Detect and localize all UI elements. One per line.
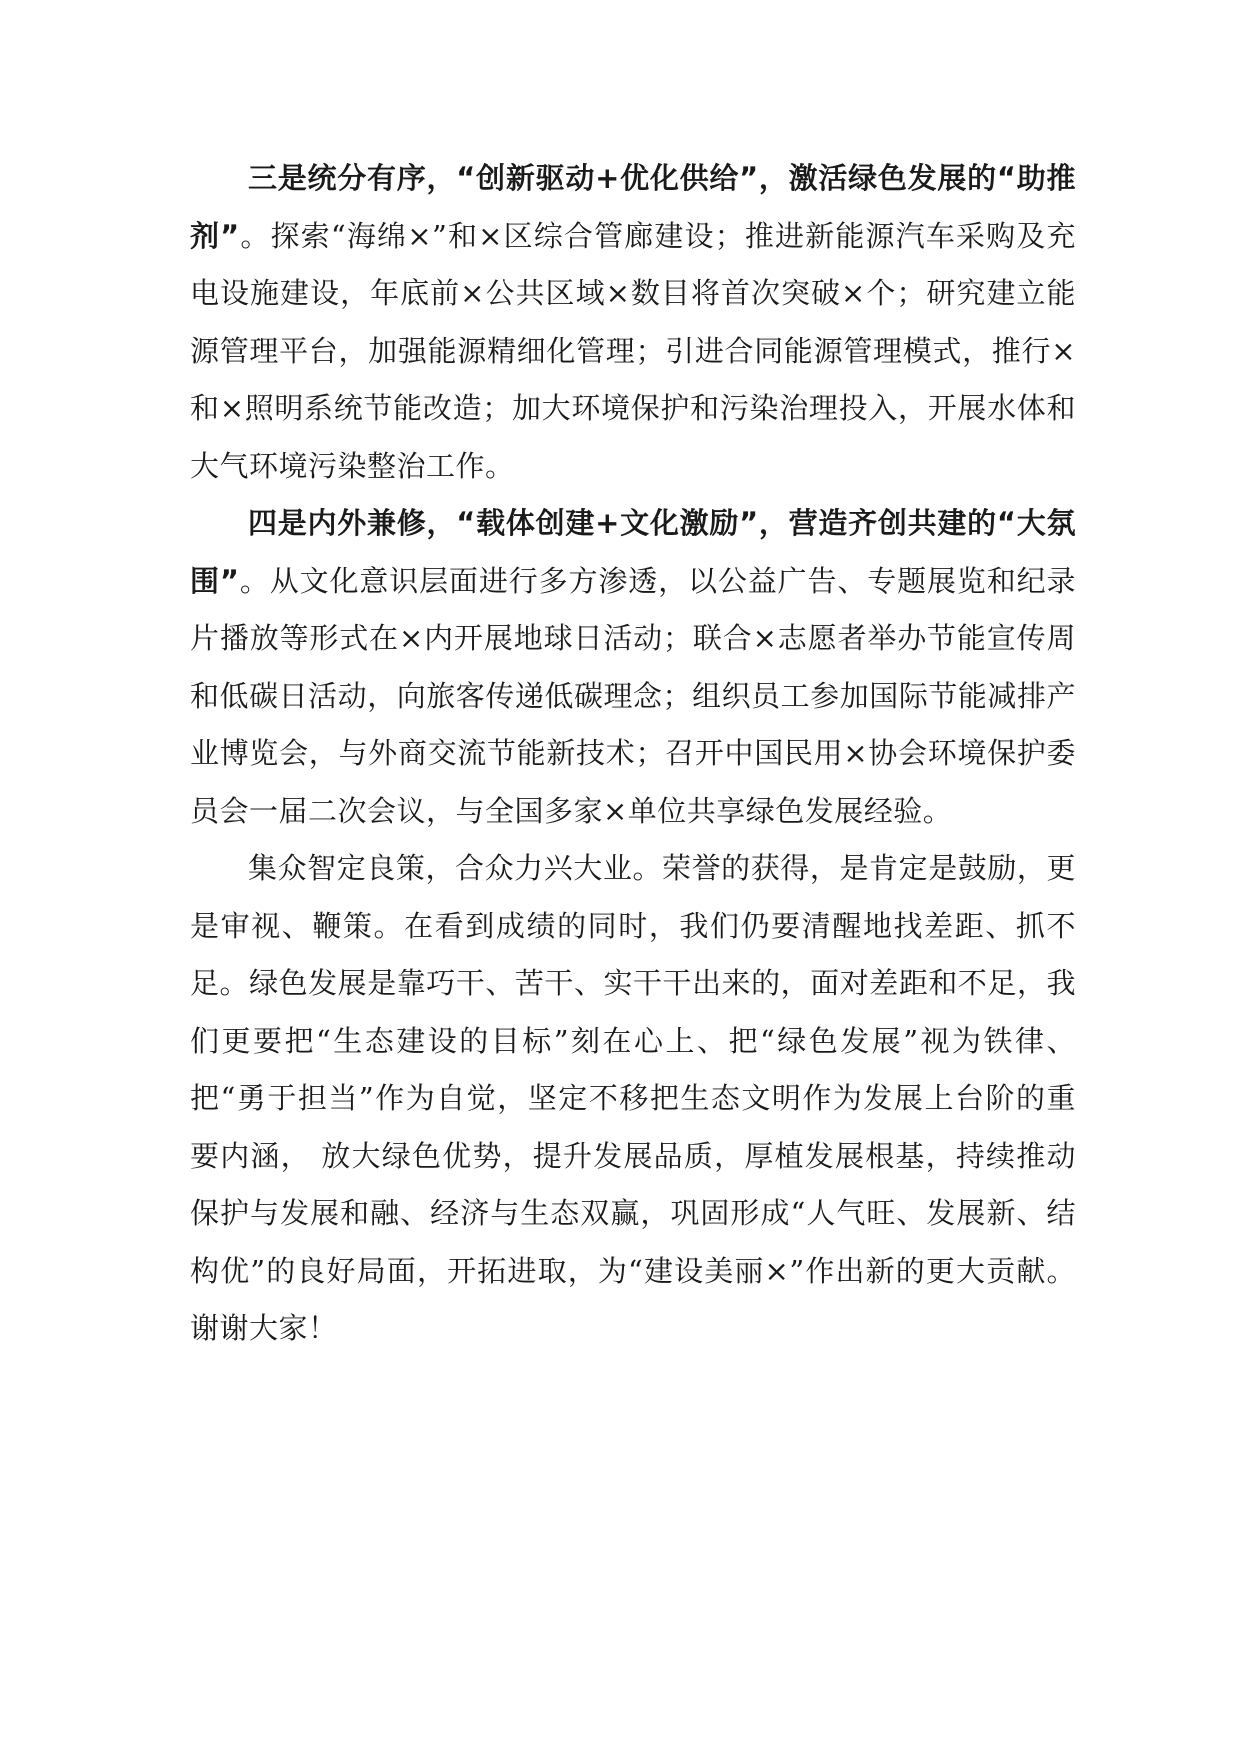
paragraph-3-heading: 三是统分有序，“创新驱动+优化供给”，激活绿色发展的“助推剂” [190,161,1076,253]
paragraph-3 [190,150,1076,495]
paragraph-4 [190,495,1076,840]
paragraph-4-heading: 四是内外兼修，“载体创建+文化激励”，营造齐创共建的“大氛围” [190,506,1076,598]
closing-paragraph-body: 集众智定良策，合众力兴大业。荣誉的获得，是肯定是鼓励，更是审视、鞭策。在看到成绩的同时，我们仍要清醒地找差距、抓不足。绿色发展是靠巧干、苦干、实干干出来的，面对差距和不足，我们更要把“生态建设的目标”刻在心上、把“绿色发展”视为铁律、把“勇于担当”作为自觉，坚定不移把生态文明作为发展上台阶的重要内涵， 放大绿色优势，提升发展品质，厚植发展根基，持续推动保护与发展和融、经济与生态双赢，巩固形成“人气旺、发展新、结构优”的良好局面，开拓进取，为“建设美丽×”作出新的更大贡献。谢谢大家！ [190,851,1076,1345]
paragraph-4-body: 。从文化意识层面进行多方渗透，以公益广告、专题展览和纪录片播放等形式在×内开展地球日活动；联合×志愿者举办节能宣传周和低碳日活动，向旅客传递低碳理念；组织员工参加国际节能减排产业博览会，与外商交流节能新技术；召开中国民用×协会环境保护委员会一届二次会议，与全国多家×单位共享绿色发展经验。 [190,563,1076,828]
closing-paragraph [190,840,1076,1358]
paragraph-3-body: 。探索“海绵×”和×区综合管廊建设；推进新能源汽车采购及充电设施建设，年底前×公共区域×数目将首次突破×个；研究建立能源管理平台，加强能源精细化管理；引进合同能源管理模式，推行×和×照明系统节能改造；加大环境保护和污染治理投入，开展水体和大气环境污染整治工作。 [190,218,1076,483]
document-page [190,150,1076,1358]
